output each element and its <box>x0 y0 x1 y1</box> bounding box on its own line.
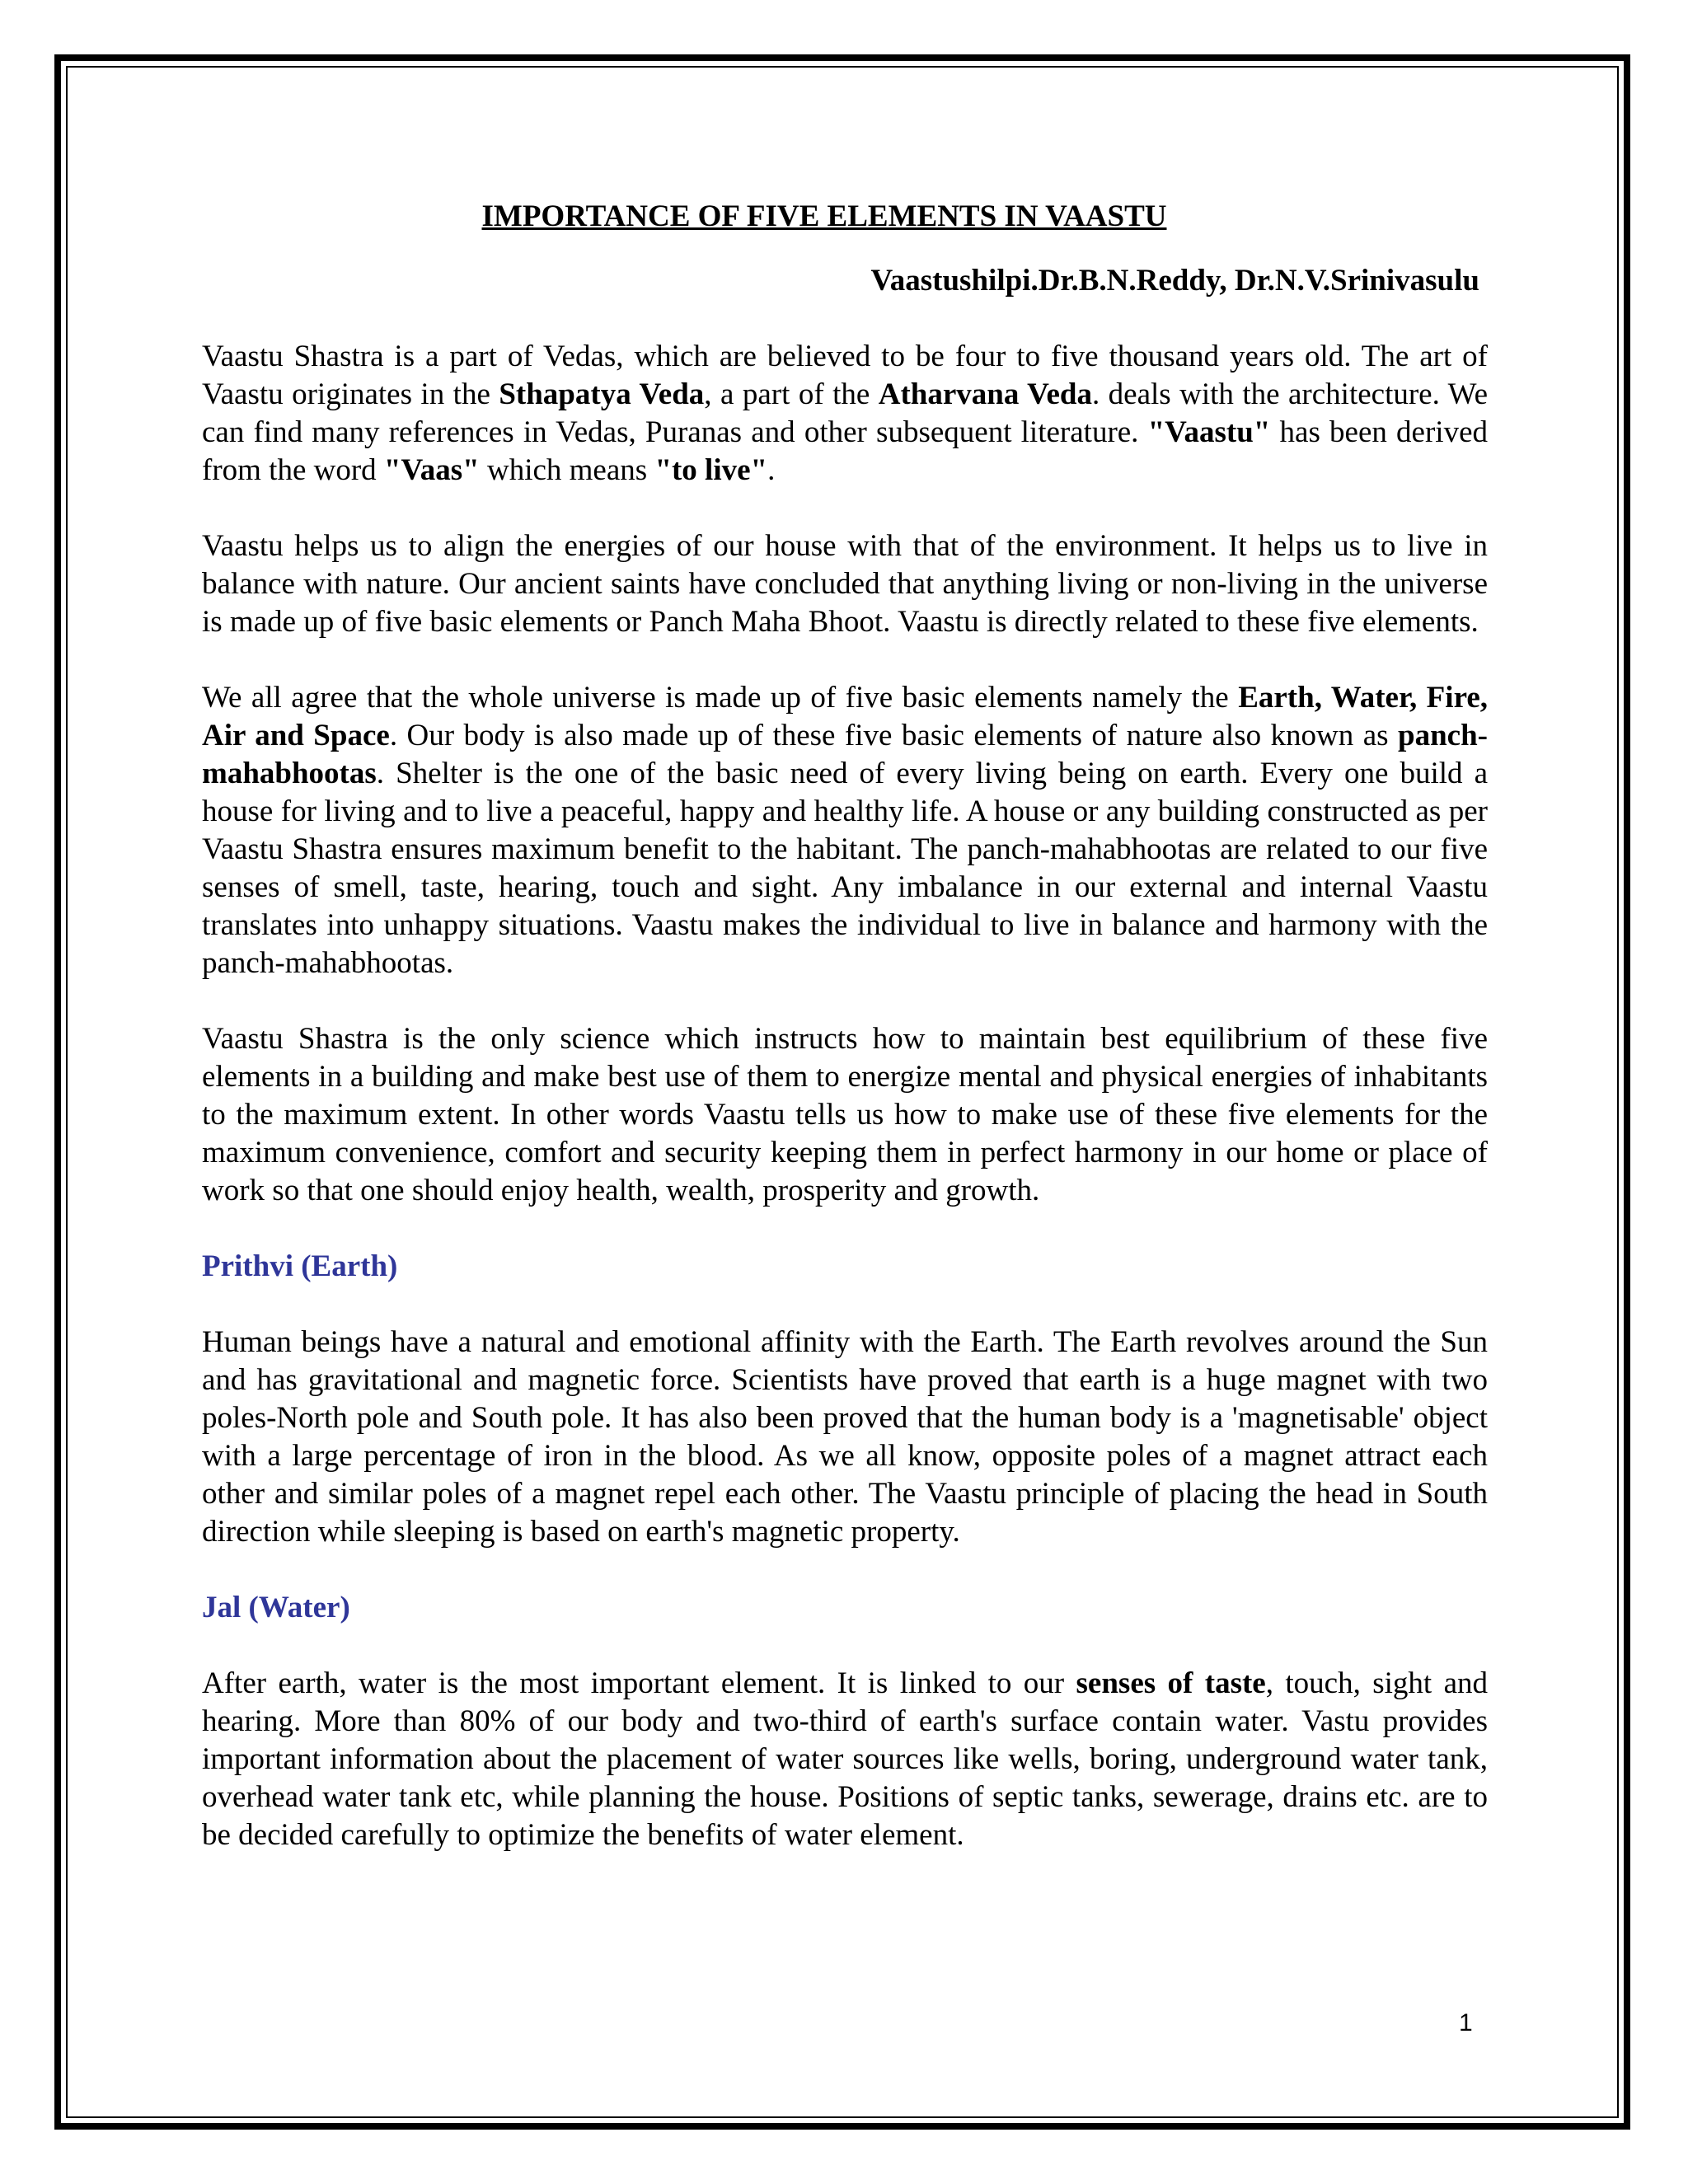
text-span: Vaastu Shastra is a part of Vedas, which are believed to be four to five thousand years old. The art of Vaastu originates in the <box>202 340 1488 411</box>
bold-term: "to live" <box>654 453 768 487</box>
bold-term: panch-mahabhootas <box>202 719 1488 790</box>
bold-term: senses of taste <box>1076 1666 1266 1700</box>
text-span: . <box>767 453 776 487</box>
paragraph-equilibrium: Vaastu Shastra is the only science which instructs how to maintain best equilibrium of these five elements in a building and make best use of them to energize mental and physical energies of inhabitants to the maximum extent. In other words Vaastu tells us how to make use of these five elements for the maximum convenience, comfort and security keeping them in perfect harmony in our home or place of work so that one should enjoy health, wealth, prosperity and growth. <box>202 1022 1488 1207</box>
text-span: . Our body is also made up of these five basic elements of nature also known as <box>389 719 1398 752</box>
text-span: , a part of the <box>704 377 879 411</box>
page-number: 1 <box>1459 2009 1473 2036</box>
bold-term: Earth, Water, Fire, Air and Space <box>202 681 1488 752</box>
bold-term: "Vaas" <box>383 453 480 487</box>
text-span: . deals with the architecture. We can find many references in Vedas, Puranas and other subsequent literature. <box>202 377 1489 449</box>
text-span: After earth, water is the most important element. It is linked to our <box>202 1666 1076 1700</box>
document-body <box>202 198 1488 1892</box>
bold-term: Atharvana Veda <box>878 377 1092 411</box>
text-span: . Shelter is the one of the basic need of every living being on earth. Every one build a house for living and to live a peaceful, happy and healthy life. A house or any building constructed as per Vaastu Shastra ensures maximum benefit to the habitant. The panch-mahabhootas are related to our five senses of smell, taste, hearing, touch and sight. Any imbalance in our external and internal Vaastu translates into unhappy situations. Vaastu makes the individual to live in balance and harmony with the panch-mahabhootas. <box>202 757 1488 980</box>
heading-prithvi: Prithvi (Earth) <box>202 1249 398 1283</box>
text-span: , touch, sight and hearing. More than 80% of our body and two-third of earth's surface contain water. Vastu provides important information about the placement of water sources like wells, boring, underground water tank, overhead water tank etc, while planning the house. Positions of septic tanks, sewerage, drains etc. are to be decided carefully to optimize the benefits of water element. <box>202 1666 1488 1852</box>
text-span: We all agree that the whole universe is made up of five basic elements namely the <box>202 681 1239 715</box>
paragraph-energies: Vaastu helps us to align the energies of our house with that of the environment. It helps us to live in balance with nature. Our ancient saints have concluded that anything living or non-living in the universe is made up of five basic elements or Panch Maha Bhoot. Vaastu is directly related to these five elements. <box>202 529 1488 639</box>
bold-term: "Vaastu" <box>1147 415 1271 449</box>
text-span: has been derived from the word <box>202 415 1488 487</box>
document-title: IMPORTANCE OF FIVE ELEMENTS IN VAASTU <box>481 199 1167 233</box>
text-span: which means <box>479 453 655 487</box>
document-authors: Vaastushilpi.Dr.B.N.Reddy, Dr.N.V.Srinivasulu <box>870 264 1479 298</box>
bold-term: Sthapatya Veda <box>499 377 705 411</box>
heading-jal: Jal (Water) <box>202 1591 350 1624</box>
paragraph-five-elements <box>202 679 1488 982</box>
paragraph-intro <box>202 338 1488 490</box>
paragraph-earth: Human beings have a natural and emotional affinity with the Earth. The Earth revolves around the Sun and has gravitational and magnetic force. Scientists have proved that earth is a huge magnet with two poles-North pole and South pole. It has also been proved that the human body is a 'magnetisable' object with a large percentage of iron in the blood. As we all know, opposite poles of a magnet attract each other and similar poles of a magnet repel each other. The Vaastu principle of placing the head in South direction while sleeping is based on earth's magnetic property. <box>202 1325 1488 1549</box>
paragraph-water <box>202 1665 1488 1854</box>
